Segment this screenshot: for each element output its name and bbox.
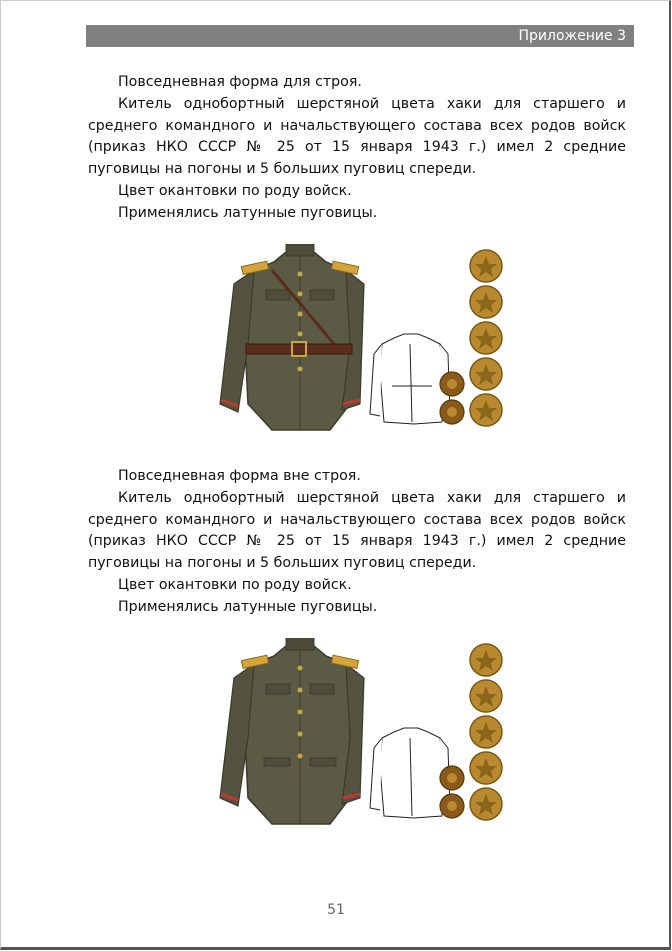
buttons-note: Применялись латунные пуговицы. [118,204,378,221]
buttons-note: Применялись латунные пуговицы. [118,598,378,615]
piping-note: Цвет окантовки по роду войск. [118,576,352,593]
large-brass-buttons [470,644,502,820]
header-bar [86,25,634,47]
section-heading: Повседневная форма для строя. [118,74,362,90]
section-body: Китель однобортный шерстяной цвета хаки для старшего и среднего командного и начальствующего состава всех родов войск (приказ НКО СССР № 25 от 15 января 1943 г.) имел 2 средние пуговицы на погоны и 5 больших пуговиц спереди. [88,489,626,572]
page-number: 51 [327,902,345,918]
tunic-front [220,638,364,824]
tunic-back-outline [370,728,450,818]
section-heading: Повседневная форма вне строя. [118,468,361,484]
appendix-title: Приложение 3 [518,28,626,44]
section-body: Китель однобортный шерстяной цвета хаки для старшего и среднего командного и начальствующего состава всех родов войск (приказ НКО СССР № 25 от 15 января 1943 г.) имел 2 средние пуговицы на погоны и 5 больших пуговиц спереди. [88,95,626,178]
tunic-front [220,244,364,430]
large-brass-buttons [470,250,502,426]
tunic-illustration-no-formation [214,638,514,828]
tunic-back-outline [370,334,450,424]
piping-note: Цвет окантовки по роду войск. [118,182,352,199]
section-without-formation [88,466,626,619]
section-with-formation [88,72,626,225]
tunic-illustration-formation [214,244,514,434]
